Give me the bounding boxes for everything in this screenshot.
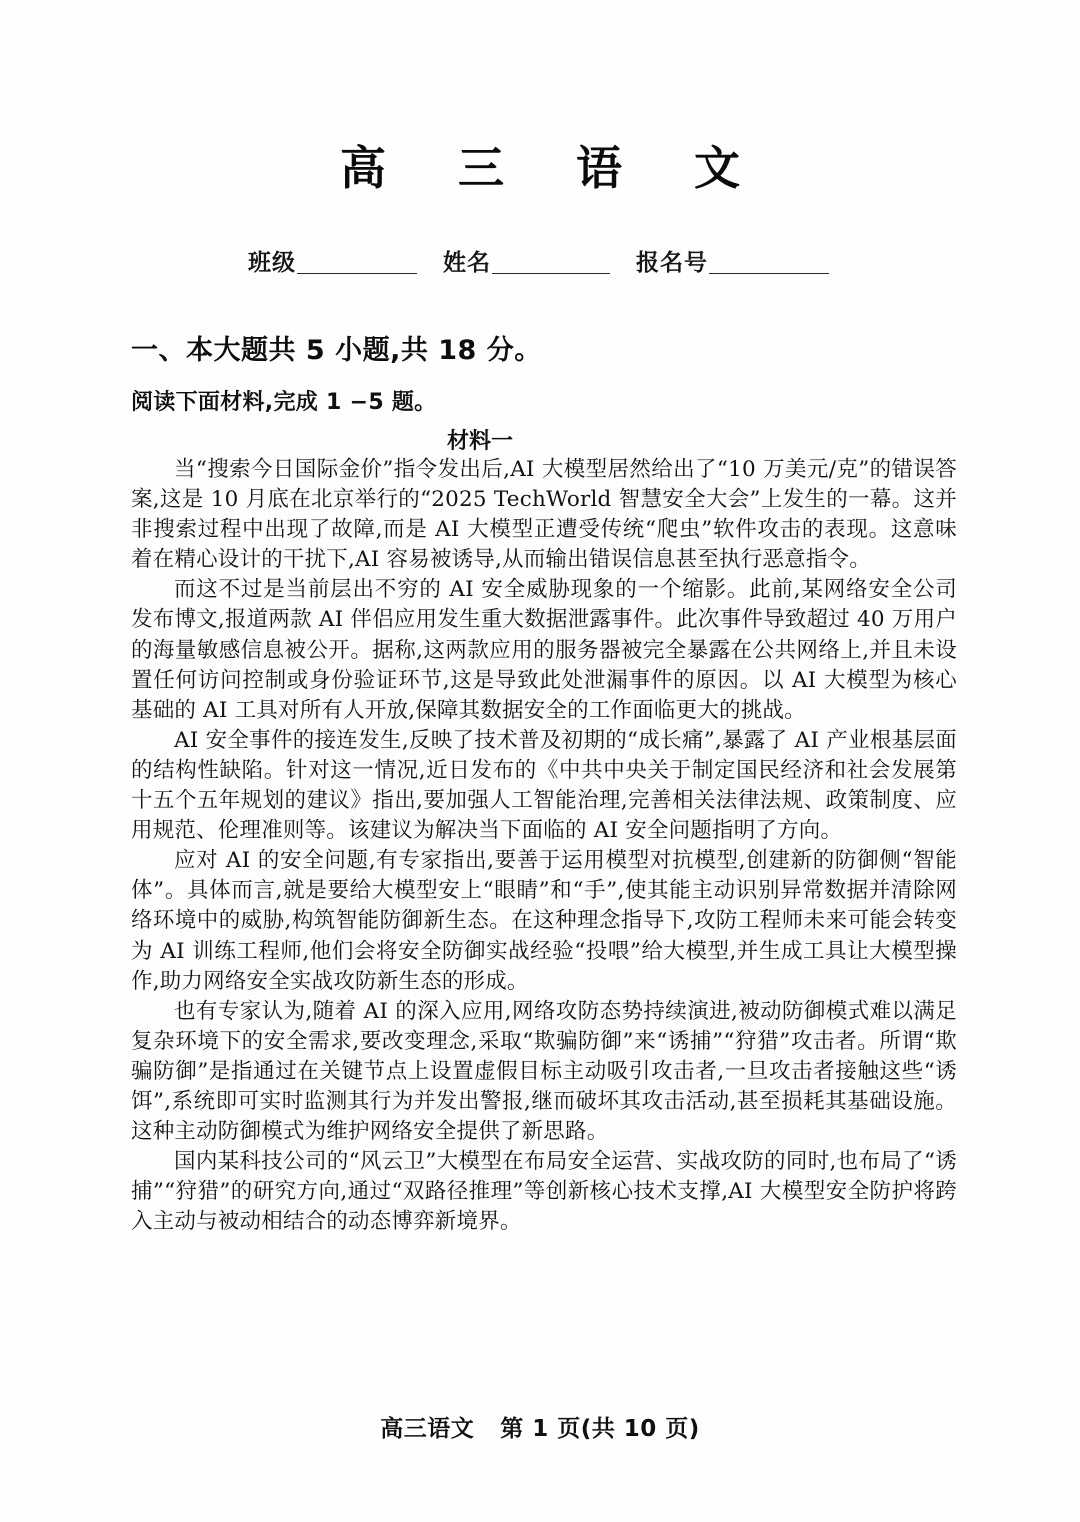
passage-paragraph: 应对 AI 的安全问题,有专家指出,要善于运用模型对抗模型,创建新的防御侧“智能体”。具体而言,就是要给大模型安上“眼睛”和“手”,使其能主动识别异常数据并清除网络环境中的威胁,构筑智能防御新生态。在这种理念指导下,攻防工程师未来可能会转变为 AI 训练工程师,他们会将安全防御实战经验“投喂”给大模型,并生成工具让大模型操作,助力网络安全实战攻防新生态的形成。 [131, 848, 957, 994]
registration-number-field-label: 报名号 [636, 249, 708, 276]
passage-paragraph: 也有专家认为,随着 AI 的深入应用,网络攻防态势持续演进,被动防御模式难以满足复杂环境下的安全需求,要改变理念,采取“欺骗防御”来“诱捕”“狩猎”攻击者。所谓“欺骗防御”是指通过在关键节点上设置虚假目标主动吸引攻击者,一旦攻击者接触这些“诱饵”,系统即可实时监测其行为并发出警报,继而破坏其攻击活动,甚至损耗其基础设施。这种主动防御模式为维护网络安全提供了新思路。 [131, 998, 957, 1145]
registration-number-field[interactable] [636, 244, 829, 277]
passage-paragraph: AI 安全事件的接连发生,反映了技术普及初期的“成长痛”,暴露了 AI 产业根基层面的结构性缺陷。针对这一情况,近日发布的《中共中央关于制定国民经济和社会发展第十五个五年规划的建议》指出,要加强人工智能治理,完善相关法律法规、政策制度、应用规范、伦理准则等。该建议为解决当下面临的 AI 安全问题指明了方向。 [131, 727, 957, 844]
passage-body [131, 455, 957, 1237]
class-field-rule[interactable] [297, 273, 417, 274]
material-label: 材料一 [446, 429, 513, 454]
section-heading: 一、本大题共 5 小题,共 18 分。 [131, 335, 542, 366]
student-identification-row [248, 244, 888, 277]
class-field-label: 班级 [248, 249, 296, 276]
passage-paragraph: 而这不过是当前层出不穷的 AI 安全威胁现象的一个缩影。此前,某网络安全公司发布博文,报道两款 AI 伴侣应用发生重大数据泄露事件。此次事件导致超过 40 万用户的海量敏感信息被公开。据称,这两款应用的服务器被完全暴露在公共网络上,并且未设置任何访问控制或身份验证环节,这是导致此处泄漏事件的原因。以 AI 大模型为核心基础的 AI 工具对所有人开放,保障其数据安全的工作面临更大的挑战。 [131, 577, 957, 723]
name-field[interactable] [443, 244, 610, 277]
section-instruction: 阅读下面材料,完成 1 −5 题。 [131, 390, 437, 415]
registration-number-field-rule[interactable] [709, 273, 829, 274]
page-footer [0, 1410, 1080, 1443]
footer-subject: 高三语文 [380, 1416, 475, 1442]
passage-paragraph: 国内某科技公司的“风云卫”大模型在布局安全运营、实战攻防的同时,也布局了“诱捕”“狩猎”的研究方向,通过“双路径推理”等创新核心技术支撑,AI 大模型安全防护将跨入主动与被动相结合的动态博弈新境界。 [131, 1149, 957, 1235]
class-field[interactable] [248, 244, 417, 277]
footer-page-number: 第 1 页(共 10 页) [500, 1416, 700, 1442]
footer-inner [380, 1410, 700, 1443]
passage-paragraph: 当“搜索今日国际金价”指令发出后,AI 大模型居然给出了“10 万美元/克”的错误答案,这是 10 月底在北京举行的“2025 TechWorld 智慧安全大会”上发生的一幕。这并非搜索过程中出现了故障,而是 AI 大模型正遭受传统“爬虫”软件攻击的表现。这意味着在精心设计的干扰下,AI 容易被诱导,从而输出错误信息甚至执行恶意指令。 [131, 457, 957, 573]
name-field-label: 姓名 [443, 249, 491, 276]
name-field-rule[interactable] [492, 273, 610, 274]
page-title: 高 三 语 文 [339, 141, 769, 195]
